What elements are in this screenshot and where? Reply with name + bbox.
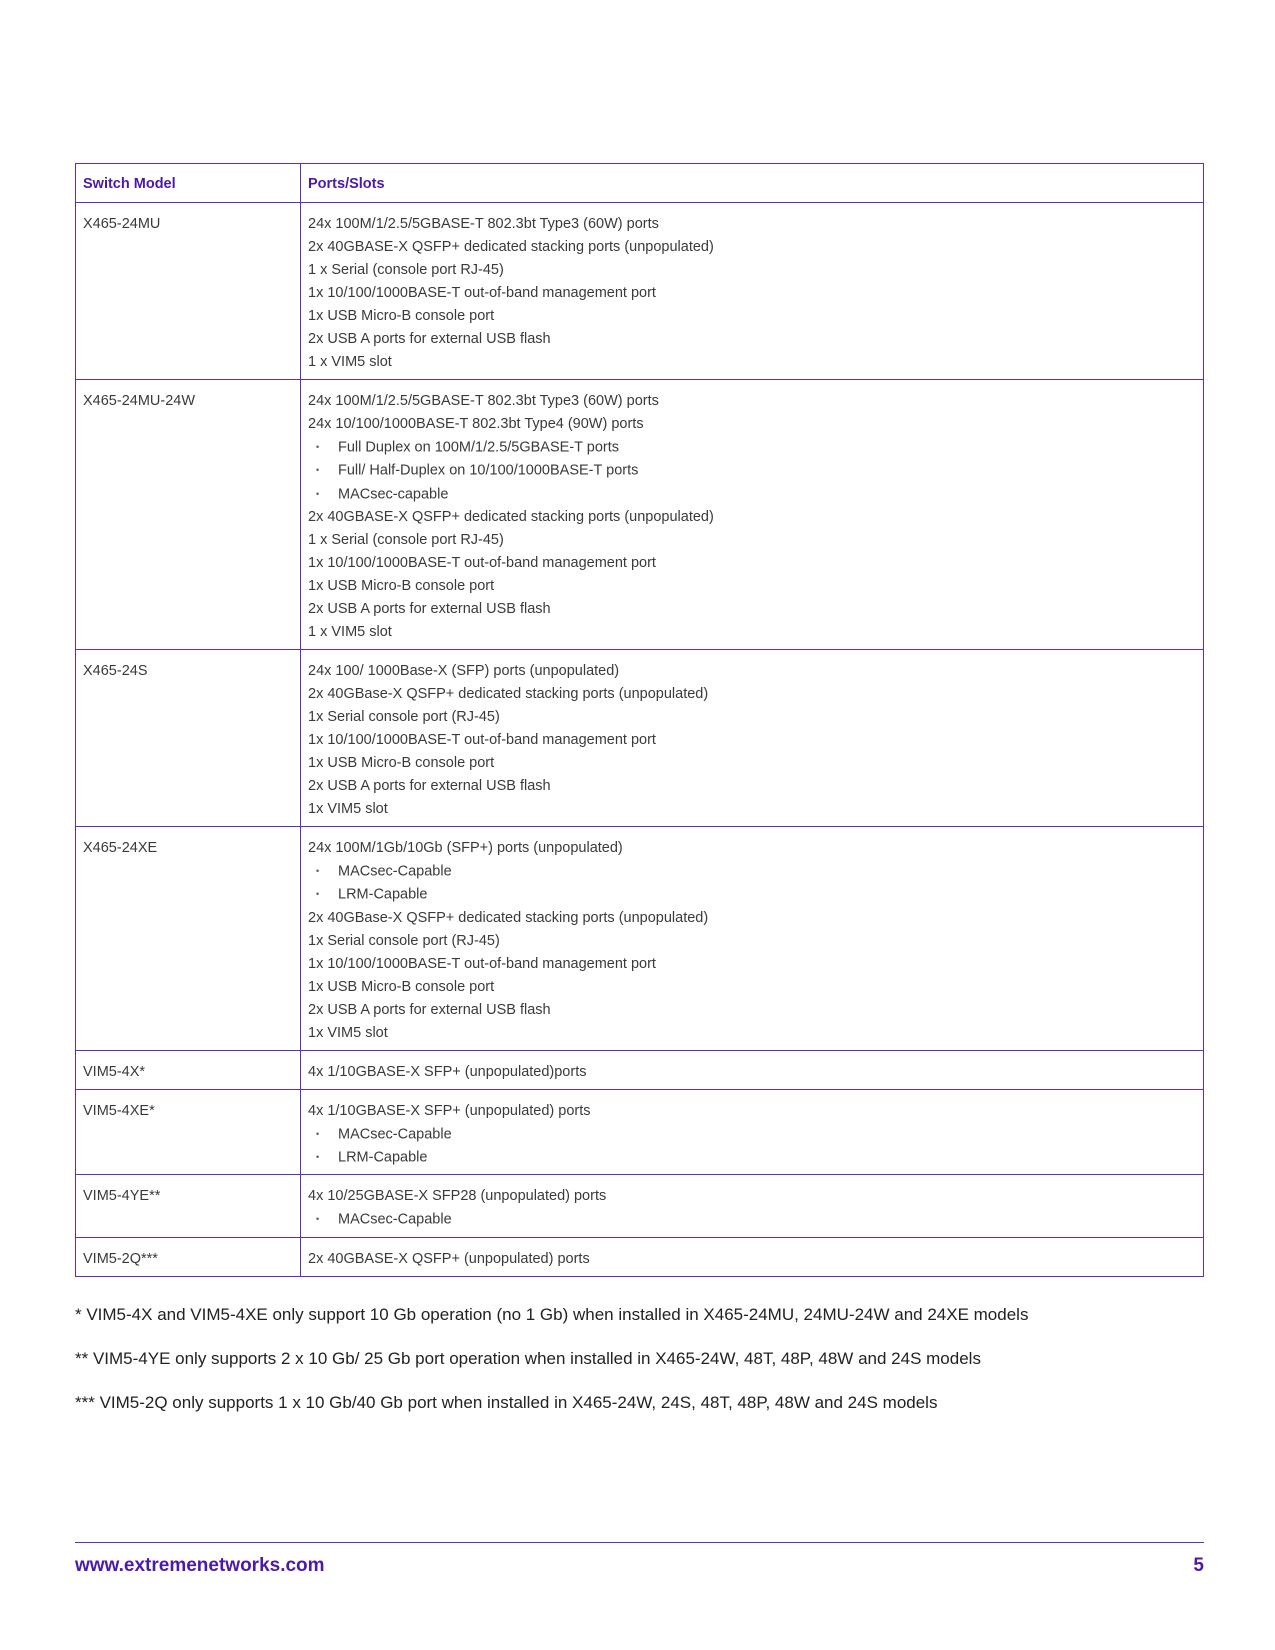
switch-model-cell: VIM5-2Q***: [76, 1237, 301, 1276]
spec-line: 1x 10/100/1000BASE-T out-of-band management port: [308, 731, 656, 748]
table-body: [76, 203, 1204, 1277]
spec-line: 4x 10/25GBASE-X SFP28 (unpopulated) ports: [308, 1188, 607, 1205]
bullet-item: [308, 860, 1196, 883]
spec-line: 1x USB Micro-B console port: [308, 978, 495, 995]
ports-slots-cell: [301, 826, 1204, 1050]
table-row: [76, 203, 1204, 380]
spec-line: 2x 40GBASE-X QSFP+ dedicated stacking ports (unpopulated): [308, 508, 714, 525]
ports-slots-cell: [301, 649, 1204, 826]
page-content: [75, 163, 1204, 1435]
bullet-text: LRM-Capable: [338, 886, 428, 903]
spec-line: 24x 100M/1Gb/10Gb (SFP+) ports (unpopulated): [308, 839, 623, 856]
spec-line: 1x VIM5 slot: [308, 800, 388, 817]
table-row: [76, 649, 1204, 826]
spec-line: 1 x VIM5 slot: [308, 623, 392, 640]
spec-line: 1x 10/100/1000BASE-T out-of-band management port: [308, 554, 656, 571]
spec-line: 1x 10/100/1000BASE-T out-of-band management port: [308, 955, 656, 972]
bullet-icon: •: [316, 1214, 320, 1225]
switch-model-cell: VIM5-4XE*: [76, 1089, 301, 1175]
bullet-item: [308, 883, 1196, 906]
switch-model-cell: VIM5-4YE**: [76, 1175, 301, 1237]
bullet-icon: •: [316, 1128, 320, 1139]
table-row: [76, 380, 1204, 650]
switch-model-cell: X465-24S: [76, 649, 301, 826]
spec-line: 2x USB A ports for external USB flash: [308, 600, 551, 617]
switch-spec-table: [75, 163, 1204, 1277]
switch-model-cell: X465-24MU-24W: [76, 380, 301, 650]
footnote-1: * VIM5-4X and VIM5-4XE only support 10 Gb operation (no 1 Gb) when installed in X465-24MU, 24MU-24W and 24XE models: [75, 1304, 1029, 1324]
spec-line: 1x Serial console port (RJ-45): [308, 708, 500, 725]
spec-line: 1x Serial console port (RJ-45): [308, 932, 500, 949]
bullet-text: MACsec-Capable: [338, 1211, 452, 1228]
ports-slots-cell: [301, 380, 1204, 650]
spec-line: 2x 40GBASE-X QSFP+ dedicated stacking ports (unpopulated): [308, 239, 714, 255]
ports-slots-cell: [301, 1237, 1204, 1276]
spec-line: 1x USB Micro-B console port: [308, 754, 495, 771]
spec-line: 1x USB Micro-B console port: [308, 577, 495, 594]
table-header-row: [76, 164, 1204, 203]
bullet-item: [308, 1208, 1196, 1231]
switch-model-cell: X465-24XE: [76, 826, 301, 1050]
spec-line: 24x 100M/1/2.5/5GBASE-T 802.3bt Type3 (60W) ports: [308, 216, 659, 232]
bullet-icon: •: [316, 865, 320, 876]
bullet-icon: •: [316, 889, 320, 900]
spec-line: 2x USB A ports for external USB flash: [308, 1001, 551, 1018]
table-row: [76, 1050, 1204, 1089]
spec-line: 24x 100/ 1000Base-X (SFP) ports (unpopulated): [308, 662, 620, 679]
bullet-item: [308, 436, 1196, 459]
bullet-text: LRM-Capable: [338, 1149, 428, 1166]
footnotes: [75, 1303, 1204, 1414]
switch-model-cell: X465-24MU: [76, 203, 301, 380]
spec-line: 1 x Serial (console port RJ-45): [308, 262, 504, 278]
spec-line: 4x 1/10GBASE-X SFP+ (unpopulated)ports: [308, 1063, 587, 1080]
spec-line: 24x 10/100/1000BASE-T 802.3bt Type4 (90W) ports: [308, 416, 644, 432]
footer-divider: [75, 1542, 1204, 1543]
table-row: [76, 826, 1204, 1050]
footnote-2: ** VIM5-4YE only supports 2 x 10 Gb/ 25 Gb port operation when installed in X465-24W, 48T, 48P, 48W and 24S models: [75, 1348, 981, 1368]
table-row: [76, 1237, 1204, 1276]
bullet-item: [308, 483, 1196, 506]
spec-line: 1 x Serial (console port RJ-45): [308, 531, 504, 548]
ports-slots-cell: [301, 1050, 1204, 1089]
table-row: [76, 1175, 1204, 1237]
bullet-item: [308, 1123, 1196, 1146]
spec-line: 1 x VIM5 slot: [308, 354, 392, 370]
spec-line: 1x USB Micro-B console port: [308, 308, 495, 324]
bullet-icon: •: [316, 488, 320, 499]
ports-slots-cell: [301, 203, 1204, 380]
spec-line: 2x 40GBase-X QSFP+ dedicated stacking ports (unpopulated): [308, 685, 709, 702]
page-number: 5: [1193, 1555, 1204, 1576]
spec-line: 2x USB A ports for external USB flash: [308, 331, 551, 347]
bullet-item: [308, 1146, 1196, 1169]
column-header-ports-slots: Ports/Slots: [301, 164, 1204, 203]
spec-line: 4x 1/10GBASE-X SFP+ (unpopulated) ports: [308, 1102, 591, 1119]
spec-line: 1x 10/100/1000BASE-T out-of-band management port: [308, 285, 656, 301]
bullet-icon: •: [316, 442, 320, 452]
spec-line: 2x 40GBASE-X QSFP+ (unpopulated) ports: [308, 1250, 590, 1267]
spec-line: 2x 40GBase-X QSFP+ dedicated stacking ports (unpopulated): [308, 909, 709, 926]
bullet-text: MACsec-Capable: [338, 1125, 452, 1142]
bullet-text: MACsec-Capable: [338, 863, 452, 880]
footnote-3: *** VIM5-2Q only supports 1 x 10 Gb/40 Gb port when installed in X465-24W, 24S, 48T, 48P, 48W and 24S models: [75, 1392, 938, 1412]
table-row: [76, 1089, 1204, 1175]
bullet-icon: •: [316, 465, 320, 476]
bullet-text: Full Duplex on 100M/1/2.5/5GBASE-T ports: [338, 439, 620, 456]
switch-model-cell: VIM5-4X*: [76, 1050, 301, 1089]
spec-line: 2x USB A ports for external USB flash: [308, 777, 551, 794]
footer-website-link[interactable]: www.extremenetworks.com: [75, 1555, 325, 1576]
spec-line: 1x VIM5 slot: [308, 1024, 388, 1041]
bullet-text: MACsec-capable: [338, 485, 449, 502]
ports-slots-cell: [301, 1089, 1204, 1175]
bullet-text: Full/ Half-Duplex on 10/100/1000BASE-T ports: [338, 462, 639, 479]
bullet-item: [308, 459, 1196, 482]
spec-line: 24x 100M/1/2.5/5GBASE-T 802.3bt Type3 (60W) ports: [308, 393, 659, 409]
ports-slots-cell: [301, 1175, 1204, 1237]
bullet-icon: •: [316, 1151, 320, 1162]
column-header-switch-model: Switch Model: [76, 164, 301, 203]
